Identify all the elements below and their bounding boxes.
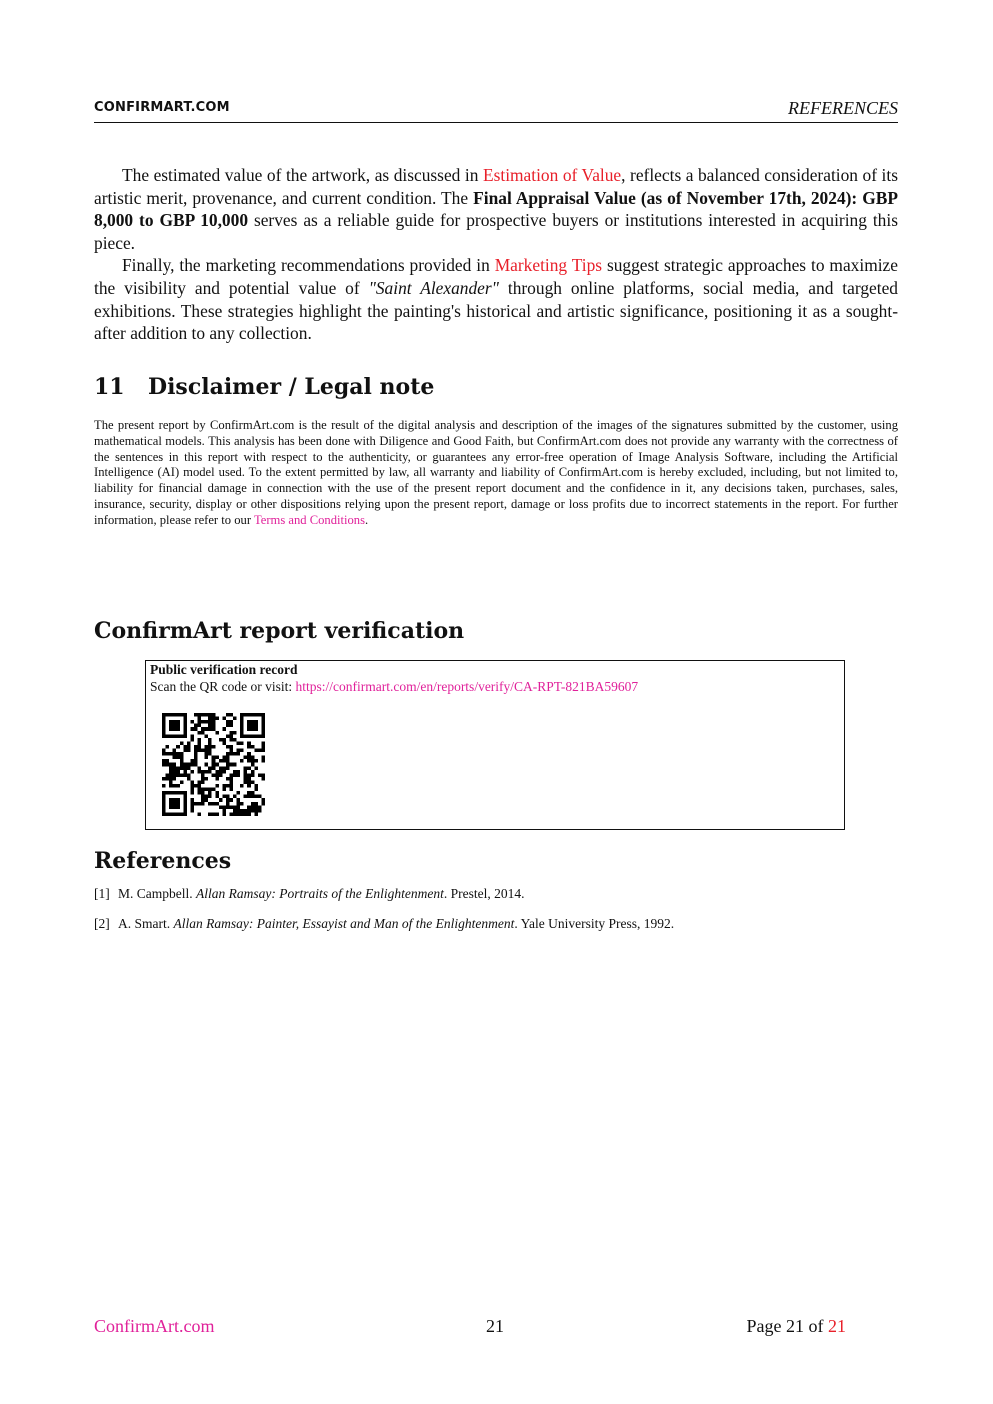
reference-tag: [1] bbox=[94, 886, 110, 901]
references-heading: References bbox=[94, 848, 232, 874]
summary-text bbox=[94, 164, 898, 345]
text-span: , reflects a balanced consideration of its artistic merit, provenance, and current condition. The bbox=[94, 165, 898, 208]
text-span: Scan the QR code or visit: bbox=[150, 679, 296, 694]
text-span: Finally, the marketing recommendations provided in bbox=[122, 255, 495, 276]
reference-item-2 bbox=[94, 916, 674, 932]
terms-and-conditions-link[interactable]: Terms and Conditions bbox=[253, 512, 365, 527]
section-title: Disclaimer / Legal note bbox=[148, 374, 435, 400]
marketing-tips-link[interactable]: Marketing Tips bbox=[494, 255, 603, 276]
disclaimer-heading bbox=[94, 374, 434, 400]
text-span: The present report by ConfirmArt.com is the result of the digital analysis and description of the images of the signatures submitted by the customer, using mathematical models. This analysis has been done with Diligence and Good Faith, but ConfirmArt.com does not provide any warranty with the correctness of the sentences in this report with respect to the authenticity, or guarantees any error-free operation of Image Analysis Software, including the Artificial Intelligence (AI) model used. To the extent permitted by law, all warranty and liability of ConfirmArt.com is hereby excluded, including, but not limited to, liability for financial damage in connection with the use of the present report document and the confidence in it, any decisions taken, purchases, sales, insurance, security, display or other dispositions relying upon the present report, damage or loss profits due to incorrect statements in the report. For further information, please refer to our bbox=[94, 418, 898, 527]
text-span: Page 21 of bbox=[746, 1316, 828, 1336]
section-number: 11 bbox=[94, 374, 125, 400]
reference-publisher: . Prestel, 2014. bbox=[443, 886, 525, 901]
reference-title: Allan Ramsay: Portraits of the Enlightenment bbox=[196, 886, 444, 901]
verification-heading: ConfirmArt report verification bbox=[94, 618, 465, 644]
paragraph-appraisal bbox=[94, 164, 898, 254]
text-span: The estimated value of the artwork, as discussed in bbox=[122, 165, 483, 185]
reference-publisher: . Yale University Press, 1992. bbox=[514, 916, 675, 931]
verification-box-title: Public verification record bbox=[150, 662, 298, 677]
paragraph-marketing bbox=[94, 254, 898, 344]
text-span: . bbox=[365, 512, 369, 527]
text-span: serves as a reliable guide for prospective buyers or institutions interested in acquiring this piece. bbox=[94, 210, 898, 253]
qr-code[interactable] bbox=[162, 713, 265, 816]
confirmart-logo: CONFIRMART.COM bbox=[94, 100, 230, 115]
footer-site-link[interactable]: ConfirmArt.com bbox=[94, 1316, 215, 1336]
total-pages-link[interactable]: 21 bbox=[828, 1316, 846, 1336]
verification-scan-line bbox=[150, 679, 638, 695]
text-span: suggest strategic approaches to maximize the visibility and potential value of bbox=[94, 255, 898, 298]
reference-title: Allan Ramsay: Painter, Essayist and Man of the Enlightenment bbox=[173, 916, 515, 931]
disclaimer-text bbox=[94, 418, 898, 529]
footer-page-count bbox=[747, 1316, 846, 1337]
reference-item-1 bbox=[94, 886, 524, 902]
text-span: through online platforms, social media, and targeted exhibitions. These strategies highlight the painting's historical and artistic significance, positioning it as a sought-after addition to any collection. bbox=[94, 277, 898, 344]
artwork-title: "Saint Alexander" bbox=[368, 277, 499, 298]
footer-page-number: 21 bbox=[486, 1316, 504, 1336]
reference-author: A. Smart. bbox=[118, 916, 174, 931]
final-appraisal-value: Final Appraisal Value (as of November 17th, 2024): GBP 8,000 to GBP 10,000 bbox=[94, 187, 898, 231]
header-rule bbox=[94, 122, 898, 123]
verification-url-link[interactable]: https://confirmart.com/en/reports/verify/CA-RPT-821BA59607 bbox=[295, 679, 639, 694]
running-header-title: REFERENCES bbox=[788, 98, 898, 118]
reference-author: M. Campbell. bbox=[118, 886, 196, 901]
estimation-of-value-link[interactable]: Estimation of Value bbox=[482, 165, 622, 185]
reference-tag: [2] bbox=[94, 916, 110, 931]
